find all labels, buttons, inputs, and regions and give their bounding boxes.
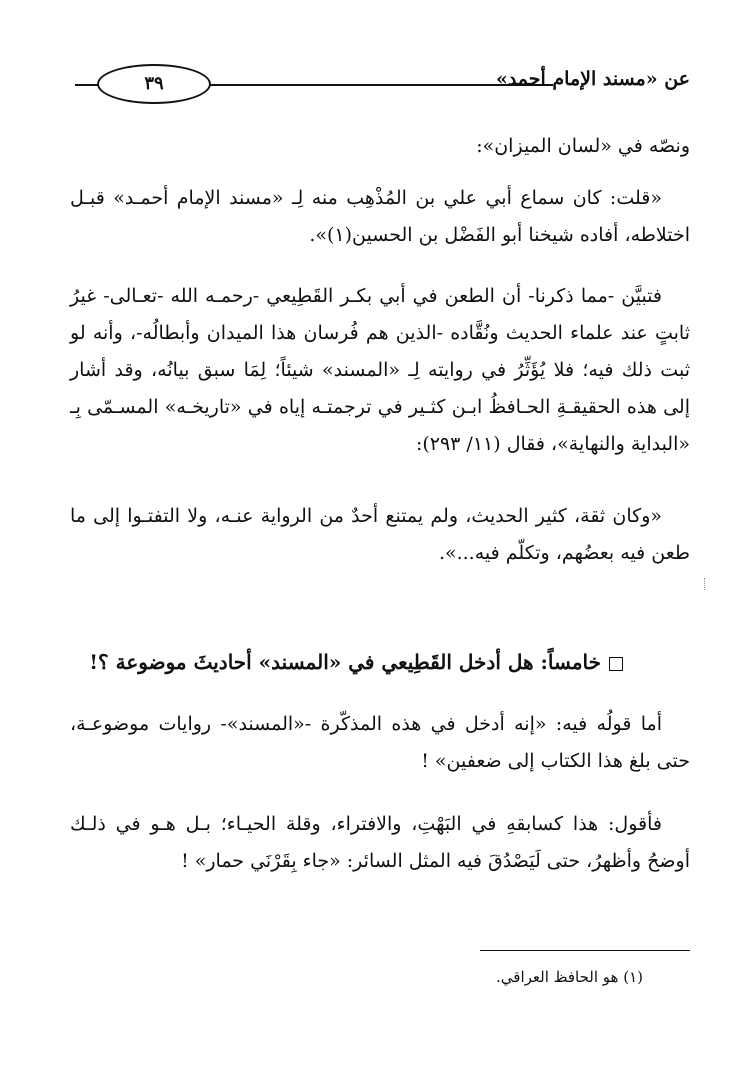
paragraph-conclusion: فتبيَّن -مما ذكرنا- أن الطعن في أبي بكـر القَطِيعي -رحمـه الله -تعـالى- غيرُ ثابتٍ عند علماء الحديث ونُقَّاده -الذين هم فُرسان هذا الميدان وأبطالُه-، وأنه لو ثبت ذلك فيه؛ فلا يُؤَثِّرُ في روايته لِـ «المسند» شيئاً؛ لِمَا سبق بيانُه، وقد أشار إلى هذه الحقيقـةِ الحـافظُ ابـن كثـير في ترجمتـه إياه في «تاريخـه» المسـمّى بِـ «البداية والنهاية»، فقال (١١/ ٢٩٣):: [70, 285, 690, 455]
quote-ibn-kathir: «وكان ثقة، كثير الحديث، ولم يمتنع أحدٌ من الرواية عنـه، ولا التفتـوا إلى ما طعن فيه بعضُهم، وتكلّم فيه...».: [70, 505, 690, 564]
section-heading: [89, 650, 623, 674]
page-edge-mark: [704, 578, 709, 590]
page-header: [75, 62, 690, 102]
running-title: عن «مسند الإمام أحمد»: [495, 68, 690, 90]
footnote: (١) هو الحافظ العراقي.: [496, 968, 643, 986]
footnote-separator: [480, 950, 690, 951]
intro-line: ونصّه في «لسان الميزان»:: [476, 135, 690, 157]
page-number: ٣٩: [97, 64, 211, 104]
paragraph-response: فأقول: هذا كسابقهِ في البَهْتِ، والافتراء، وقلة الحيـاء؛ بـل هـو في ذلـك أوضحُ وأظهرُ، حتى لَيَصْدُقَ فيه المثل السائر: «جاء بِقَرْنَي حمار» !: [70, 813, 690, 872]
paragraph-claim: أما قولُه فيه: «إنه أدخل في هذه المذكّرة -«المسند»- روايات موضوعـة، حتى بلغ هذا الكتاب إلى ضعفين» !: [70, 713, 690, 772]
square-bullet-icon: [609, 657, 623, 671]
quote-lisan-al-mizan: «قلت: كان سماع أبي علي بن المُذْهِب منه لِـ «مسند الإمام أحمـد» قبـل اختلاطه، أفاده شيخنا أبو الفَضْل بن الحسين(١)».: [70, 187, 690, 246]
section-heading-text: خامساً: هل أدخل القَطِيعي في «المسند» أحاديثَ موضوعة ؟!: [89, 650, 601, 674]
